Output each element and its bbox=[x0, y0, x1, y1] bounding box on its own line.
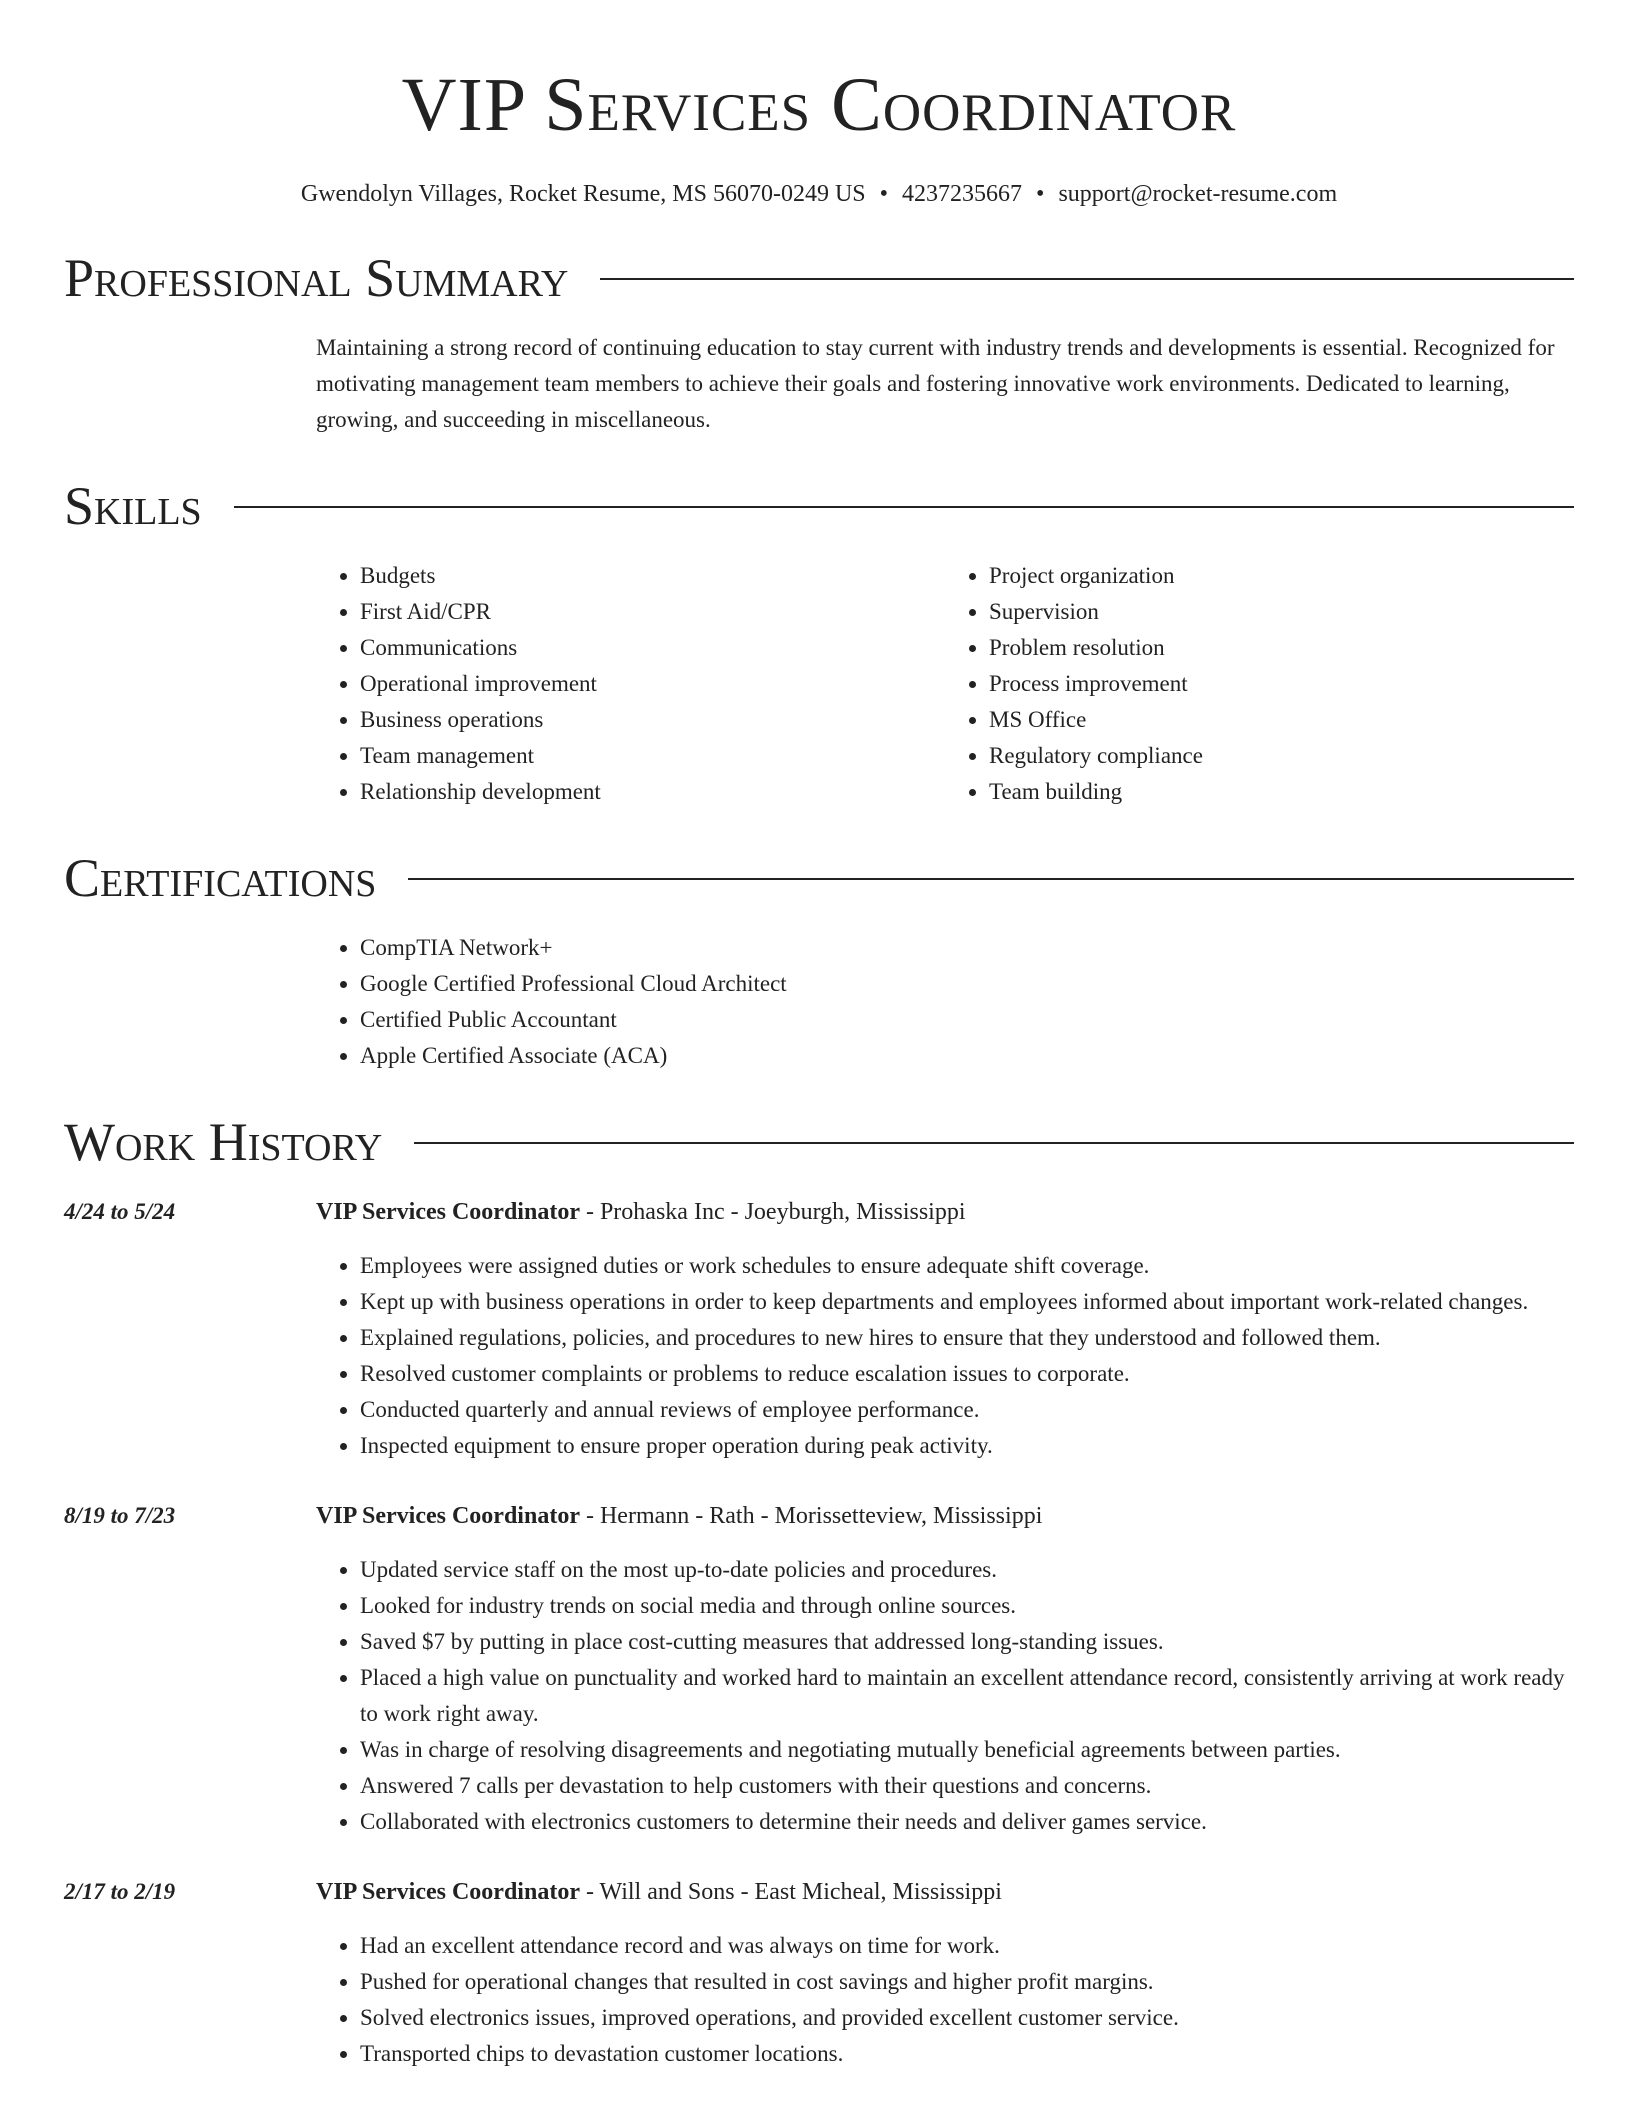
job-bullet: • Conducted quarterly and annual reviews of employee performance. bbox=[360, 1392, 1574, 1428]
summary-heading: Professional Summary bbox=[64, 248, 569, 308]
section-divider bbox=[408, 878, 1574, 880]
job-bullet: • Looked for industry trends on social media and through online sources. bbox=[360, 1588, 1574, 1624]
certifications-items bbox=[316, 930, 1574, 1074]
job-dates: 8/19 to 7/23 bbox=[64, 1503, 176, 1528]
job-role: VIP Services Coordinator bbox=[316, 1199, 580, 1225]
job-employer: - Prohaska Inc - Joeyburgh, Mississippi bbox=[585, 1199, 966, 1225]
job-bullets bbox=[316, 1928, 1574, 2072]
job-bullet: • Was in charge of resolving disagreements and negotiating mutually beneficial agreements between parties. bbox=[360, 1732, 1574, 1768]
certifications-list bbox=[316, 930, 1574, 1074]
skills-column-right bbox=[945, 558, 1574, 810]
work-heading: Work History bbox=[64, 1112, 383, 1172]
job-content bbox=[316, 1498, 1574, 1840]
work-history-list bbox=[64, 1194, 1574, 2072]
job-title-line bbox=[316, 1874, 1574, 1910]
skill-item: • Team management bbox=[360, 738, 945, 774]
job-role: VIP Services Coordinator bbox=[316, 1879, 580, 1905]
contact-address: Gwendolyn Villages, Rocket Resume, MS 56070-0249 US bbox=[300, 181, 866, 207]
section-divider bbox=[600, 278, 1574, 280]
skill-item: • First Aid/CPR bbox=[360, 594, 945, 630]
job-bullet: • Updated service staff on the most up-to-date policies and procedures. bbox=[360, 1552, 1574, 1588]
job-employer: - Hermann - Rath - Morissetteview, Mississippi bbox=[585, 1503, 1043, 1529]
certification-item: • Certified Public Accountant bbox=[360, 1002, 1574, 1038]
skill-item: • Regulatory compliance bbox=[989, 738, 1574, 774]
job-bullet: • Solved electronics issues, improved operations, and provided excellent customer service. bbox=[360, 2000, 1574, 2036]
contact-separator: • bbox=[1036, 181, 1045, 207]
job-bullet: • Transported chips to devastation customer locations. bbox=[360, 2036, 1574, 2072]
skill-item: • Team building bbox=[989, 774, 1574, 810]
job-bullet: • Resolved customer complaints or problems to reduce escalation issues to corporate. bbox=[360, 1356, 1574, 1392]
summary-section-header bbox=[64, 244, 1574, 312]
certification-item: • CompTIA Network+ bbox=[360, 930, 1574, 966]
job-bullet: • Had an excellent attendance record and was always on time for work. bbox=[360, 1928, 1574, 1964]
skills-list bbox=[316, 558, 1574, 810]
contact-email: support@rocket-resume.com bbox=[1058, 181, 1338, 207]
skill-item: • Relationship development bbox=[360, 774, 945, 810]
summary-text: Maintaining a strong record of continuing education to stay current with industry trends and developments is essential. Recognized for motivating management team members to achieve their goals and fostering innovative work environments. Dedicated to learning, growing, and succeeding in miscellaneous. bbox=[316, 335, 1555, 432]
job-bullet: • Inspected equipment to ensure proper operation during peak activity. bbox=[360, 1428, 1574, 1464]
skill-item: • Communications bbox=[360, 630, 945, 666]
skill-item: • Project organization bbox=[989, 558, 1574, 594]
skill-item: • Budgets bbox=[360, 558, 945, 594]
job-title-line bbox=[316, 1194, 1574, 1230]
job-bullet: • Kept up with business operations in order to keep departments and employees informed about important work-related changes. bbox=[360, 1284, 1574, 1320]
contact-phone: 4237235667 bbox=[902, 181, 1023, 207]
skill-item: • Supervision bbox=[989, 594, 1574, 630]
job-bullet: • Explained regulations, policies, and procedures to new hires to ensure that they understood and followed them. bbox=[360, 1320, 1574, 1356]
contact-separator: • bbox=[879, 181, 889, 207]
section-divider bbox=[414, 1142, 1574, 1144]
job-bullet: • Saved $7 by putting in place cost-cutting measures that addressed long-standing issues. bbox=[360, 1624, 1574, 1660]
job-bullet: • Pushed for operational changes that resulted in cost savings and higher profit margins. bbox=[360, 1964, 1574, 2000]
job-employer: - Will and Sons - East Micheal, Mississippi bbox=[585, 1879, 1002, 1905]
job-content bbox=[316, 1874, 1574, 2072]
job-bullet: • Answered 7 calls per devastation to help customers with their questions and concerns. bbox=[360, 1768, 1574, 1804]
job-content bbox=[316, 1194, 1574, 1464]
work-section-header bbox=[64, 1108, 1574, 1176]
skill-item: • MS Office bbox=[989, 702, 1574, 738]
job-bullets bbox=[316, 1248, 1574, 1464]
job-dates: 4/24 to 5/24 bbox=[64, 1199, 176, 1224]
skill-item: • Operational improvement bbox=[360, 666, 945, 702]
skills-section-header bbox=[64, 472, 1574, 540]
certification-item: • Apple Certified Associate (ACA) bbox=[360, 1038, 1574, 1074]
skill-item: • Problem resolution bbox=[989, 630, 1574, 666]
job-bullet: • Collaborated with electronics customers to determine their needs and deliver games service. bbox=[360, 1804, 1574, 1840]
job-bullet: • Employees were assigned duties or work schedules to ensure adequate shift coverage. bbox=[360, 1248, 1574, 1284]
job-role: VIP Services Coordinator bbox=[316, 1503, 580, 1529]
job-entry bbox=[64, 1194, 1574, 1464]
contact-line bbox=[64, 178, 1574, 210]
section-divider bbox=[234, 506, 1574, 508]
skills-heading: Skills bbox=[64, 476, 202, 536]
certification-item: • Google Certified Professional Cloud Architect bbox=[360, 966, 1574, 1002]
skill-item: • Business operations bbox=[360, 702, 945, 738]
job-bullet: • Placed a high value on punctuality and worked hard to maintain an excellent attendance record, consistently arriving at work ready to work right away. bbox=[360, 1660, 1574, 1732]
skills-column-left bbox=[316, 558, 945, 810]
skill-item: • Process improvement bbox=[989, 666, 1574, 702]
resume-page bbox=[64, 0, 1574, 2072]
job-entry bbox=[64, 1498, 1574, 1840]
job-dates: 2/17 to 2/19 bbox=[64, 1879, 176, 1904]
job-bullets bbox=[316, 1552, 1574, 1840]
resume-title: VIP Services Coordinator bbox=[401, 63, 1237, 147]
certifications-section-header bbox=[64, 844, 1574, 912]
certifications-heading: Certifications bbox=[64, 848, 377, 908]
job-title-line bbox=[316, 1498, 1574, 1534]
job-entry bbox=[64, 1874, 1574, 2072]
